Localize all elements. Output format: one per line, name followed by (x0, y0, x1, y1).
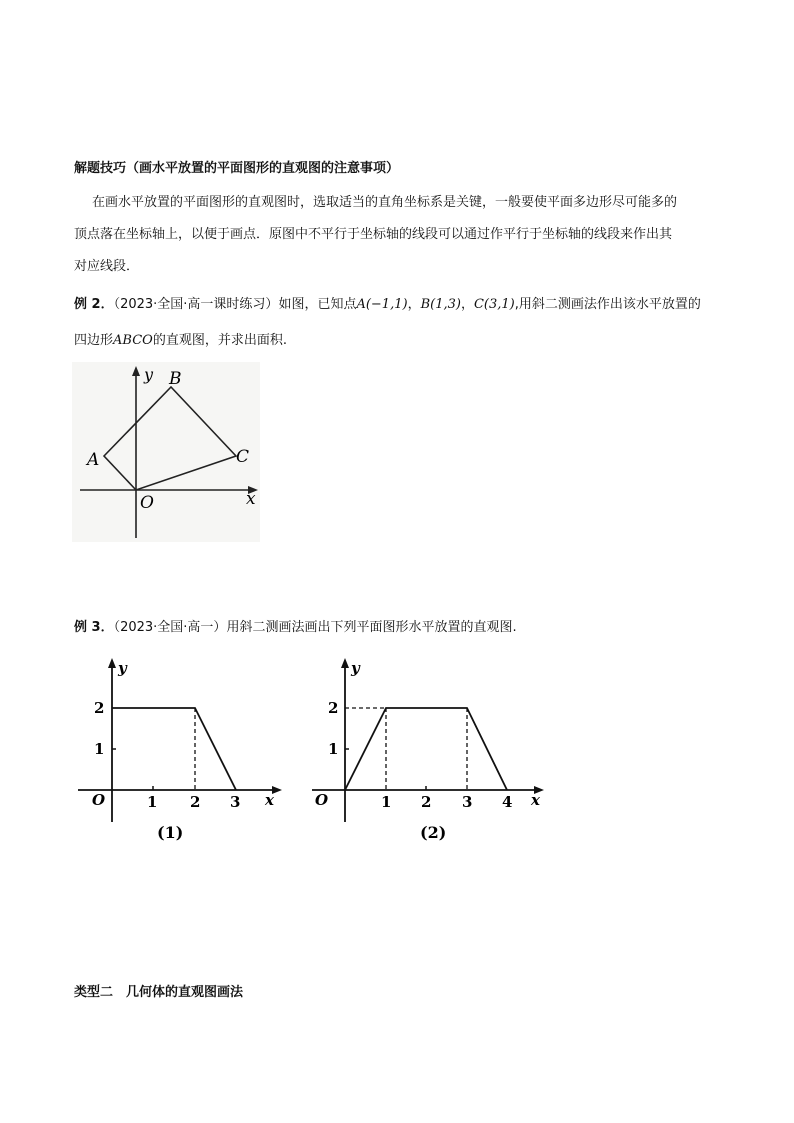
section-title: 类型二 几何体的直观图画法 (74, 985, 244, 1000)
example2-text-before: 如图，已知点 (278, 297, 357, 312)
x-tick-label-1: 1 (147, 793, 158, 811)
y-axis-arrow-icon (341, 658, 349, 668)
axis-label-y: y (351, 659, 360, 677)
y-tick-label-2: 2 (328, 699, 339, 717)
axis-label-x: x (531, 791, 540, 809)
vertex-label-c: C (236, 447, 250, 467)
figure-caption: (2) (420, 823, 447, 842)
figure-caption: (1) (157, 823, 184, 842)
x-tick-label-3: 3 (230, 793, 241, 811)
y-tick-label-1: 1 (328, 740, 339, 758)
origin-label: O (140, 493, 154, 513)
origin-label: O (315, 791, 329, 809)
example2-source: （2023·全国·高一课时练习） (113, 297, 279, 312)
example3-label: 例 3． (74, 620, 114, 635)
example2-line-2 (74, 332, 287, 350)
y-tick-label-1: 1 (94, 740, 105, 758)
vertex-label-b: B (169, 369, 182, 389)
example3-text: 用斜二测画法画出下列平面图形水平放置的直观图. (226, 620, 517, 635)
example2-label: 例 2． (74, 297, 114, 312)
separator: ， (460, 297, 474, 312)
example2-line-1 (74, 296, 701, 314)
example2-quadrilateral-figure (72, 362, 260, 542)
tip-paragraph-line-3: 对应线段． (74, 259, 140, 274)
axis-label-x: x (265, 791, 274, 809)
x-tick-label-4: 4 (502, 793, 513, 811)
x-tick-label-1: 1 (381, 793, 392, 811)
tip-paragraph-line-2: 顶点落在坐标轴上，以便于画点．原图中不平行于坐标轴的线段可以通过作平行于坐标轴的线段来作出其 (74, 227, 673, 242)
tip-paragraph-line-1: 在画水平放置的平面图形的直观图时，选取适当的直角坐标系是关键，一般要使平面多边形尽可能多的 (92, 195, 678, 210)
point-c-coordinate: C(3,1) (473, 297, 515, 312)
example2-line2-after: 的直观图，并求出面积. (152, 333, 287, 348)
example3-line (74, 619, 517, 637)
shape-outline (112, 708, 236, 790)
point-b-coordinate: B(1,3) (420, 297, 461, 312)
tip-title: 解题技巧（画水平放置的平面图形的直观图的注意事项） (74, 161, 400, 176)
example3-source: （2023·全国·高一） (113, 620, 227, 635)
axis-label-x: x (246, 489, 256, 509)
x-tick-label-2: 2 (421, 793, 432, 811)
separator: ， (407, 297, 421, 312)
shape-outline (345, 708, 507, 790)
point-a-coordinate: A(−1,1) (356, 297, 408, 312)
example2-text-after: ,用斜二测画法作出该水平放置的 (514, 297, 701, 312)
x-tick-label-3: 3 (462, 793, 473, 811)
origin-label: O (92, 791, 106, 809)
axis-label-y: y (118, 659, 127, 677)
vertex-label-a: A (87, 450, 100, 470)
x-tick-label-2: 2 (190, 793, 201, 811)
example3-figure-2 (310, 652, 550, 850)
example3-figure-1 (76, 652, 286, 850)
example2-line2-before: 四边形 (74, 333, 114, 348)
y-tick-label-2: 2 (94, 699, 105, 717)
axis-label-y: y (144, 365, 154, 384)
shape-name: ABCO (113, 333, 153, 348)
y-axis-arrow-icon (108, 658, 116, 668)
